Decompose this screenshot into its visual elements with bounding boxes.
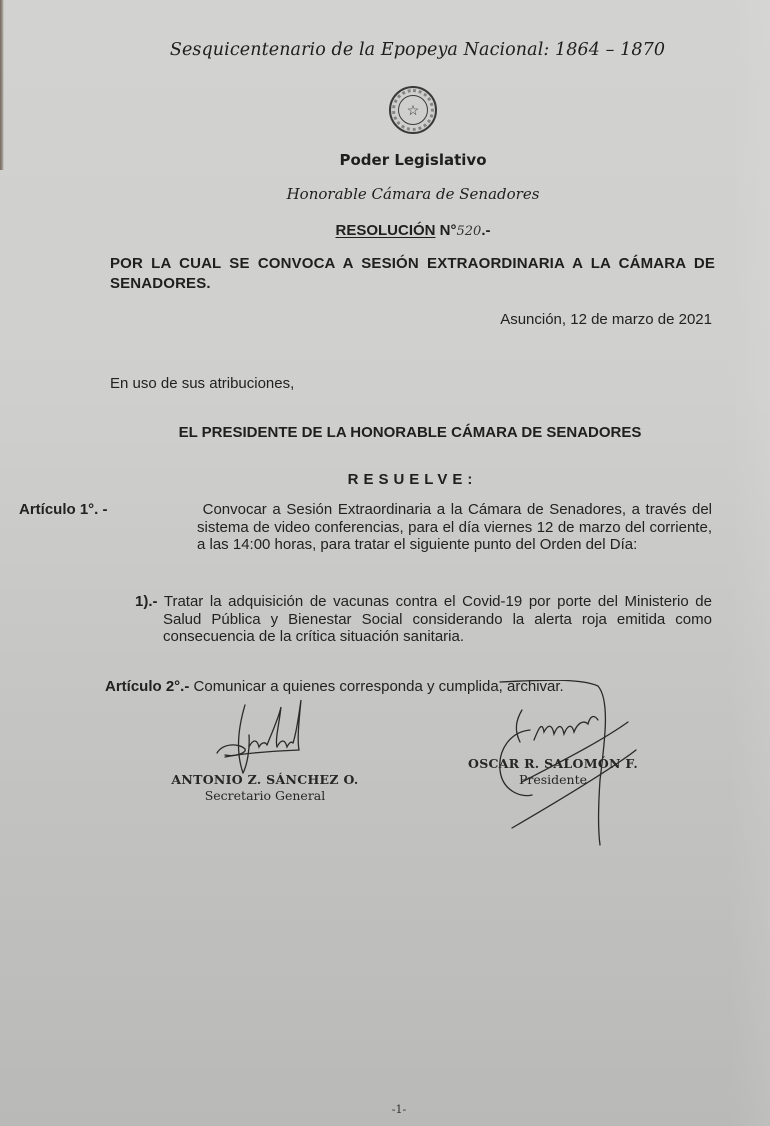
- article-1-text: Convocar a Sesión Extraordinaria a la Cámara de Senadores, a través del sistema de video conferencias, para el día viernes 12 de marzo del corriente, a las 14:00 horas, para tratar el siguiente punto del Orden del Día:: [197, 501, 712, 553]
- authority-statement: EL PRESIDENTE DE LA HONORABLE CÁMARA DE SENADORES: [178, 424, 642, 441]
- resolution-label: RESOLUCIÓN: [335, 222, 436, 239]
- star-icon: ☆: [398, 95, 428, 125]
- signatory-president: [448, 756, 658, 787]
- resolution-number: 520: [456, 224, 482, 239]
- resolution-suffix: .-: [481, 222, 491, 239]
- signatory-name: ANTONIO Z. SÁNCHEZ O.: [171, 772, 359, 787]
- agenda-item-number: 1).-: [135, 593, 158, 610]
- resolves-heading: RESUELVE:: [347, 471, 478, 488]
- page-number: -1-: [391, 1103, 407, 1116]
- signatory-role: Presidente: [518, 772, 588, 787]
- date-line: Asunción, 12 de marzo de 2021: [500, 311, 712, 328]
- agenda-item-text: Tratar la adquisición de vacunas contra el Covid-19 por porte del Ministerio de Salud Pública y Bienestar Social considerando la alerta roja emitida como consecuencia de la crítica situación sanitaria.: [163, 593, 712, 645]
- article-1-label: Artículo 1°. -: [19, 501, 108, 518]
- article-2: [105, 678, 564, 695]
- institution-name: Poder Legislativo: [339, 151, 487, 169]
- chamber-name: Honorable Cámara de Senadores: [286, 185, 540, 203]
- article-1: [19, 501, 712, 554]
- commemorative-motto: Sesquicentenario de la Epopeya Nacional: 1864 – 1870: [169, 40, 666, 60]
- preamble: En uso de sus atribuciones,: [110, 375, 295, 392]
- signatory-role: Secretario General: [204, 788, 326, 803]
- article-1-paragraph: [19, 501, 712, 554]
- seal-icon: [389, 86, 437, 134]
- article-2-label: Artículo 2°.-: [105, 678, 190, 695]
- signature-secretary-icon: [205, 695, 315, 780]
- signatory-secretary: [160, 772, 370, 803]
- article-2-text: Comunicar a quienes corresponda y cumplida, archivar.: [193, 678, 564, 695]
- signatory-name: OSCAR R. SALOMÓN F.: [468, 756, 638, 771]
- page-edge-shadow: [0, 0, 4, 170]
- resolution-subject: POR LA CUAL SE CONVOCA A SESIÓN EXTRAORDINARIA A LA CÁMARA DE SENADORES.: [110, 255, 715, 292]
- resolution-number-prefix: N°: [439, 222, 457, 239]
- resolution-title: [0, 222, 770, 239]
- agenda-item-1: [135, 593, 712, 646]
